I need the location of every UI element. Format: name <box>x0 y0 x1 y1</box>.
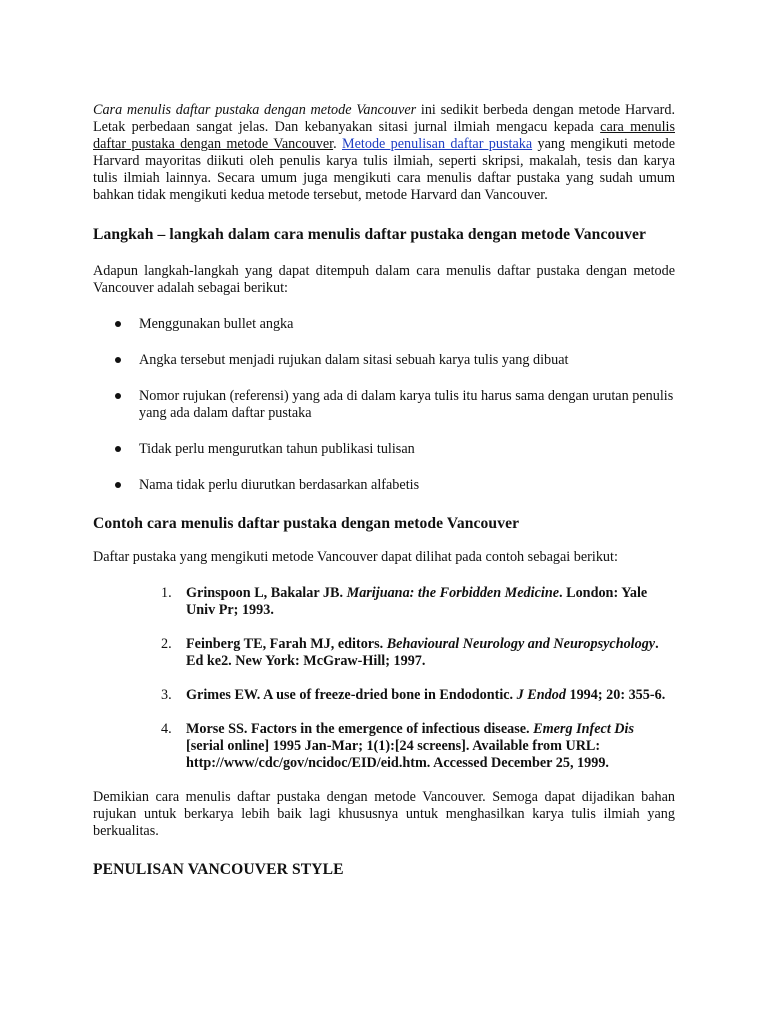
section1-intro: Adapun langkah-langkah yang dapat ditempuh dalam cara menulis daftar pustaka dengan metode Vancouver adalah sebagai berikut: <box>93 263 675 296</box>
intro-underlined-phrase: cara menulis daftar pustaka dengan metode Vancouver <box>93 119 675 152</box>
reference-item: 1. Grinspoon L, Bakalar JB. Marijuana: the Forbidden Medicine. London: Yale Univ Pr; 1993. <box>161 585 648 618</box>
intro-text-1: ini sedikit berbeda dengan metode Harvard. Letak perbedaan sangat jelas. Dan kebanyakan sitasi jurnal ilmiah mengacu kepada <box>93 102 675 135</box>
metode-penulisan-link[interactable]: Metode penulisan daftar pustaka <box>342 136 533 152</box>
bullet-dot-icon <box>115 482 121 488</box>
bullet-dot-icon <box>115 357 121 363</box>
reference-list <box>93 585 675 772</box>
list-item: Tidak perlu mengurutkan tahun publikasi tulisan <box>93 441 675 458</box>
section2-heading: Contoh cara menulis daftar pustaka dengan metode Vancouver <box>93 515 520 532</box>
intro-paragraph <box>93 102 675 204</box>
list-item: Nomor rujukan (referensi) yang ada di dalam karya tulis itu harus sama dengan urutan penulis yang ada dalam daftar pustaka <box>93 388 675 422</box>
closing-paragraph: Demikian cara menulis daftar pustaka dengan metode Vancouver. Semoga dapat dijadikan bahan rujukan untuk berkarya lebih baik lagi khususnya untuk menghasilkan karya tulis ilmiah yang berkualitas. <box>93 789 675 839</box>
reference-item: 2. Feinberg TE, Farah MJ, editors. Behavioural Neurology and Neuropsychology. Ed ke2. New York: McGraw-Hill; 1997. <box>161 636 659 669</box>
intro-italic-lead: Cara menulis daftar pustaka dengan metode Vancouver <box>93 102 417 118</box>
list-item: Angka tersebut menjadi rujukan dalam sitasi sebuah karya tulis yang dibuat <box>93 352 675 369</box>
document-page <box>93 102 675 880</box>
section2-intro: Daftar pustaka yang mengikuti metode Vancouver dapat dilihat pada contoh sebagai berikut: <box>93 549 618 565</box>
intro-text-3: yang mengikuti metode Harvard mayoritas diikuti oleh penulis karya tulis ilmiah, seperti skripsi, makalah, tesis dan karya tulis ilmiah lainnya. Secara umum juga mengikuti cara menulis daftar pustaka yang sudah umum bahkan tidak mengikuti kedua metode tersebut, metode Harvard dan Vancouver. <box>93 136 676 203</box>
reference-item: 4. Morse SS. Factors in the emergence of infectious disease. Emerg Infect Dis [serial online] 1995 Jan-Mar; 1(1):[24 screens]. Available from URL: http://www/cdc/gov/ncidoc/EID/eid.htm. Accessed December 25, 1999. <box>161 721 635 771</box>
bullet-dot-icon <box>115 321 121 327</box>
steps-bullet-list <box>93 316 675 494</box>
bullet-dot-icon <box>115 446 121 452</box>
bullet-dot-icon <box>115 393 121 399</box>
reference-item: 3. Grimes EW. A use of freeze-dried bone in Endodontic. J Endod 1994; 20: 355-6. <box>161 687 666 703</box>
section3-heading: PENULISAN VANCOUVER STYLE <box>93 861 344 878</box>
list-item: Nama tidak perlu diurutkan berdasarkan alfabetis <box>93 477 675 494</box>
list-item: Menggunakan bullet angka <box>93 316 675 333</box>
section1-heading: Langkah – langkah dalam cara menulis daftar pustaka dengan metode Vancouver <box>93 226 647 243</box>
intro-text-2: . <box>333 136 342 152</box>
